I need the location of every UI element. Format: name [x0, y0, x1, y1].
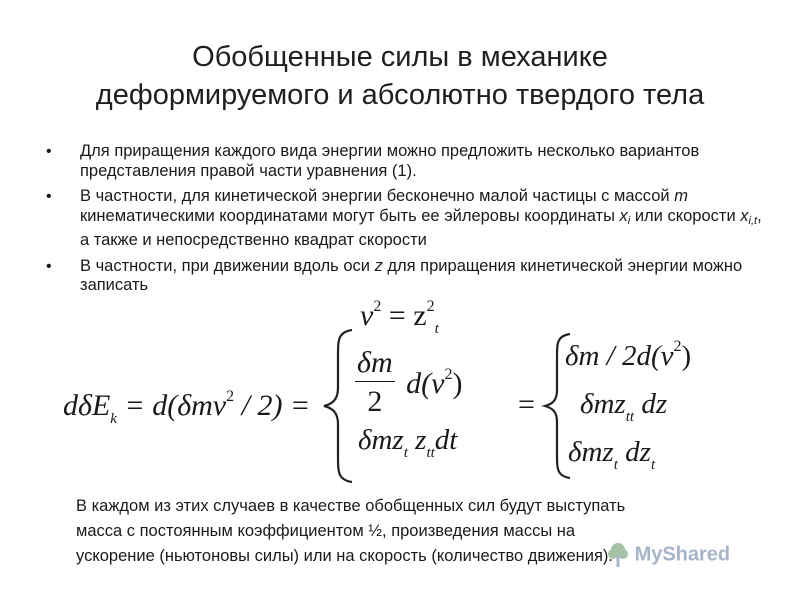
velocity-subscript: i,t — [748, 214, 758, 227]
conclusion-line: В каждом из этих случаев в качестве обобщенных сил будут выступать — [76, 497, 626, 515]
case-momentum: δmz$_t$ $dz_t$ — [568, 436, 656, 473]
equation-energy-increment: dδE$_k$ = d(δmv$^2$ / 2) = — [63, 388, 311, 427]
conclusion-line: ускорение (ньютоновы силы) или на скорость (количество движения). — [76, 547, 613, 565]
case-mass-velocity: δm / $2d(v^2)$ — [565, 338, 692, 372]
watermark-logo — [607, 542, 767, 582]
coordinate-subscript: i — [627, 214, 631, 227]
bullet-text: В частности, при движении вдоль оси — [80, 256, 375, 275]
case-kinetic-acceleration: δmz$_t$ $z_{tt}dt$ — [358, 424, 458, 461]
conclusion-line: масса с постоянным коэффициентом ½, произведения массы на — [76, 522, 576, 540]
bullet-text: кинематическими координатами могут быть ее эйлеровы координаты — [80, 206, 620, 225]
case-kinetic-mass: $\frac{\delta m}{2}$ $d(v^2)$ — [355, 345, 462, 422]
case-newton-force: δmz$_{tt}$ dz — [580, 388, 668, 425]
left-brace-icon — [318, 326, 358, 486]
title-line-2: деформируемого и абсолютно твердого тела — [95, 79, 705, 111]
coordinate-symbol: x — [619, 206, 628, 225]
equation-velocity-squared: $v^2 = z^2_t$ — [360, 298, 439, 337]
bullet-text: В частности, для кинетической энергии бесконечно малой частицы с массой — [80, 187, 675, 205]
bullet-item — [46, 257, 766, 296]
watermark-text: MyShared — [634, 543, 731, 566]
slide-title — [0, 38, 800, 114]
bullet-text: , а также и непосредственно квадрат скорости — [80, 206, 762, 249]
bullet-item — [46, 142, 766, 181]
title-line-1: Обобщенные силы в механике — [192, 41, 608, 73]
bullet-text: Для приращения каждого вида энергии можно предложить несколько вариантов представления правой части уравнения (1). — [80, 142, 700, 180]
mass-symbol: m — [674, 187, 688, 205]
bullet-text: или скорости — [630, 206, 741, 225]
bullet-list — [46, 142, 766, 302]
bullet-item — [46, 187, 766, 251]
equals-sign: = — [518, 388, 535, 421]
axis-symbol: z — [374, 256, 383, 275]
bullet-marker: • — [46, 188, 52, 205]
bullet-marker: • — [46, 257, 52, 275]
bullet-marker: • — [46, 143, 52, 160]
bullet-text: для приращения кинетической энергии можно записать — [80, 256, 743, 294]
velocity-symbol: x — [740, 206, 749, 225]
fraction: $\frac{\delta m}{2}$ — [357, 346, 393, 418]
tree-icon — [607, 542, 629, 568]
